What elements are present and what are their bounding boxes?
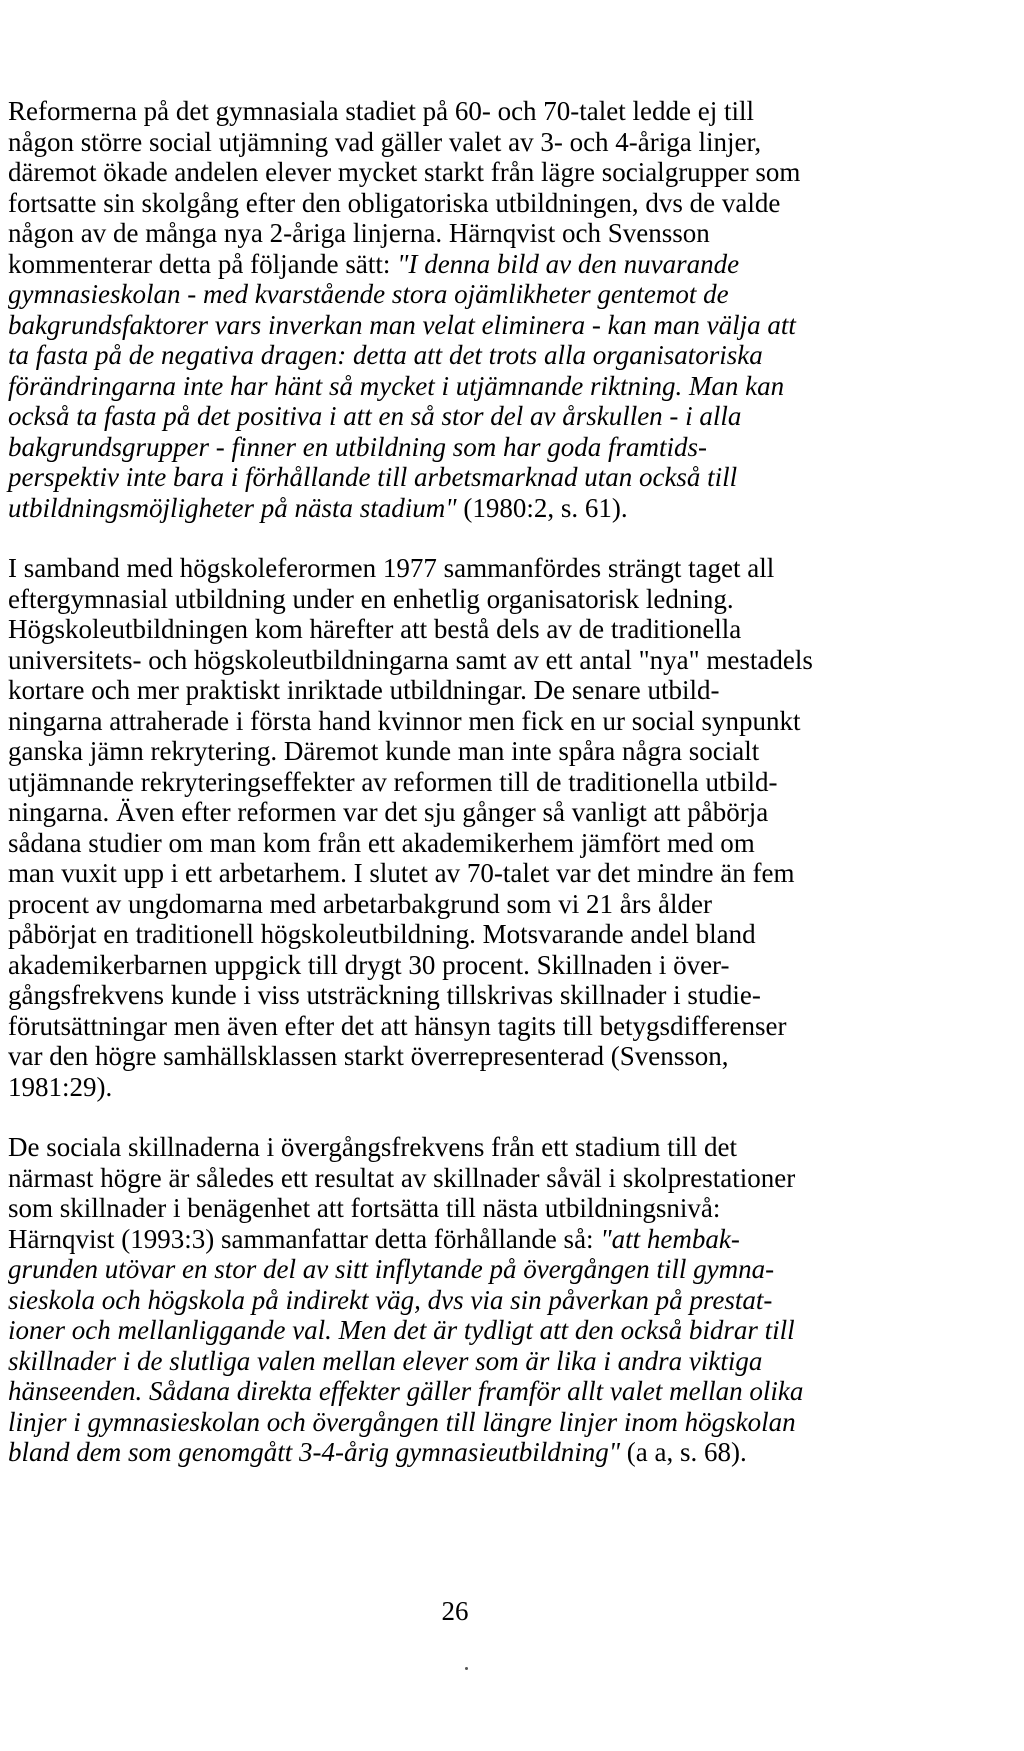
- text-line: [8, 249, 908, 280]
- italic-quote-segment: utbildningsmöjligheter på nästa stadium": [8, 492, 457, 523]
- text-line: [8, 797, 908, 828]
- text-line: [8, 1437, 908, 1468]
- scan-speck: [465, 1667, 468, 1670]
- italic-quote-segment: grunden utövar en stor del av sitt inflytande på övergången till gymna-: [8, 1254, 775, 1284]
- text-segment: kommenterar detta på följande sätt:: [8, 248, 398, 279]
- text-segment: var den högre samhällsklassen starkt överrepresenterad (Svensson,: [8, 1041, 729, 1071]
- text-segment: närmast högre är således ett resultat av skillnader såväl i skolprestationer: [8, 1162, 796, 1193]
- text-segment: ningarna. Även efter reformen var det sju gånger så vanligt att påbörja: [8, 797, 769, 827]
- italic-quote-segment: "I denna bild av den nuvarande: [397, 248, 740, 279]
- text-line: [8, 1041, 908, 1072]
- italic-quote-segment: sieskola och högskola på indirekt väg, dvs via sin påverkan på prestat-: [8, 1284, 773, 1315]
- italic-quote-segment: linjer i gymnasieskolan och övergången till längre linjer inom högskolan: [8, 1406, 796, 1437]
- italic-quote-segment: bland dem som genomgått 3-4-årig gymnasieutbildning": [8, 1437, 621, 1467]
- text-segment: I samband med högskoleferormen 1977 sammanfördes strängt taget all: [8, 553, 775, 583]
- text-line: [8, 279, 908, 310]
- text-line: [8, 340, 908, 371]
- italic-quote-segment: också ta fasta på det positiva i att en så stor del av årskullen - i alla: [8, 401, 742, 431]
- text-line: [8, 1254, 908, 1285]
- text-line: [8, 188, 908, 219]
- text-line: [8, 1011, 908, 1042]
- text-line: [8, 1193, 908, 1224]
- text-segment: förutsättningar men även efter det att hänsyn tagits till betygsdifferenser: [8, 1010, 787, 1041]
- text-segment: Reformerna på det gymnasiala stadiet på 60- och 70-talet ledde ej till: [8, 96, 754, 126]
- italic-quote-segment: hänseenden. Sådana direkta effekter gäller framför allt valet mellan olika: [8, 1376, 804, 1406]
- text-segment: gångsfrekvens kunde i viss utsträckning tillskrivas skillnader i studie-: [8, 980, 761, 1010]
- paragraph-2: [8, 553, 908, 1102]
- text-segment: (1980:2, s. 61).: [456, 492, 628, 523]
- page-number: 26: [441, 1596, 469, 1626]
- text-segment: ganska jämn rekrytering. Däremot kunde man inte spåra några socialt: [8, 736, 760, 766]
- italic-quote-segment: "att hembak-: [600, 1223, 740, 1254]
- text-segment: De sociala skillnaderna i övergångsfrekvens från ett stadium till det: [8, 1132, 738, 1162]
- text-line: [8, 1224, 908, 1255]
- italic-quote-segment: bakgrundsgrupper - finner en utbildning som har goda framtids-: [8, 431, 707, 462]
- text-line: [8, 96, 908, 127]
- text-segment: någon större social utjämning vad gäller valet av 3- och 4-åriga linjer,: [8, 126, 762, 157]
- paragraph-1: [8, 96, 908, 523]
- text-segment: fortsatte sin skolgång efter den obligatoriska utbildningen, dvs de valde: [8, 187, 781, 218]
- italic-quote-segment: förändringarna inte har hänt så mycket i utjämnande riktning. Man kan: [8, 370, 785, 401]
- text-line: [8, 1407, 908, 1438]
- text-line: [8, 1376, 908, 1407]
- text-line: [8, 401, 908, 432]
- text-line: [8, 462, 908, 493]
- text-segment: påbörjat en traditionell högskoleutbildning. Motsvarande andel bland: [8, 919, 756, 949]
- text-segment: (a a, s. 68).: [620, 1437, 747, 1467]
- text-segment: akademikerbarnen uppgick till drygt 30 procent. Skillnaden i över-: [8, 949, 730, 980]
- text-line: [8, 919, 908, 950]
- text-line: [8, 1163, 908, 1194]
- text-line: [8, 1315, 908, 1346]
- text-line: [8, 675, 908, 706]
- text-segment: ningarna attraherade i första hand kvinnor men fick en ur social synpunkt: [8, 705, 801, 736]
- text-segment: Högskoleutbildningen kom härefter att bestå dels av de traditionella: [8, 614, 742, 644]
- text-line: [8, 584, 908, 615]
- text-line: [8, 828, 908, 859]
- text-line: [8, 614, 908, 645]
- paragraph-3: [8, 1132, 908, 1468]
- italic-quote-segment: skillnader i de slutliga valen mellan elever som är lika i andra viktiga: [8, 1345, 763, 1376]
- text-line: [8, 127, 908, 158]
- text-line: [8, 432, 908, 463]
- text-line: [8, 310, 908, 341]
- italic-quote-segment: gymnasieskolan - med kvarstående stora ojämlikheter gentemot de: [8, 279, 729, 309]
- text-segment: utjämnande rekryteringseffekter av reformen till de traditionella utbild-: [8, 766, 778, 797]
- text-line: [8, 767, 908, 798]
- italic-quote-segment: ta fasta på de negativa dragen: detta att det trots alla organisatoriska: [8, 340, 763, 370]
- text-line: [8, 1132, 908, 1163]
- text-line: [8, 645, 908, 676]
- text-line: [8, 736, 908, 767]
- text-segment: sådana studier om man kom från ett akademikerhem jämfört med om: [8, 827, 755, 858]
- text-segment: eftergymnasial utbildning under en enhetlig organisatorisk ledning.: [8, 583, 734, 614]
- text-line: [8, 1285, 908, 1316]
- text-line: [8, 1072, 908, 1103]
- text-line: [8, 371, 908, 402]
- body-text: [8, 96, 908, 1468]
- text-line: [8, 493, 908, 524]
- text-line: [8, 1346, 908, 1377]
- italic-quote-segment: ioner och mellanliggande val. Men det är tydligt att den också bidrar till: [8, 1315, 795, 1345]
- text-line: [8, 218, 908, 249]
- text-segment: kortare och mer praktiskt inriktade utbildningar. De senare utbild-: [8, 675, 720, 705]
- text-segment: procent av ungdomarna med arbetarbakgrund som vi 21 års ålder: [8, 888, 713, 919]
- text-segment: man vuxit upp i ett arbetarhem. I slutet av 70-talet var det mindre än fem: [8, 858, 795, 888]
- text-segment: som skillnader i benägenhet att fortsätta till nästa utbildningsnivå:: [8, 1193, 721, 1223]
- text-line: [8, 553, 908, 584]
- text-line: [8, 706, 908, 737]
- italic-quote-segment: perspektiv inte bara i förhållande till arbetsmarknad utan också till: [8, 462, 738, 492]
- text-line: [8, 889, 908, 920]
- text-line: [8, 950, 908, 981]
- text-line: [8, 980, 908, 1011]
- text-segment: någon av de många nya 2-åriga linjerna. Härnqvist och Svensson: [8, 218, 710, 248]
- italic-quote-segment: bakgrundsfaktorer vars inverkan man velat eliminera - kan man välja att: [8, 309, 796, 340]
- text-segment: universitets- och högskoleutbildningarna samt av ett antal "nya" mestadels: [8, 644, 813, 675]
- text-segment: Härnqvist (1993:3) sammanfattar detta förhållande så:: [8, 1223, 601, 1254]
- text-segment: 1981:29).: [8, 1071, 113, 1102]
- text-line: [8, 858, 908, 889]
- text-segment: däremot ökade andelen elever mycket starkt från lägre socialgrupper som: [8, 157, 801, 187]
- text-line: [8, 157, 908, 188]
